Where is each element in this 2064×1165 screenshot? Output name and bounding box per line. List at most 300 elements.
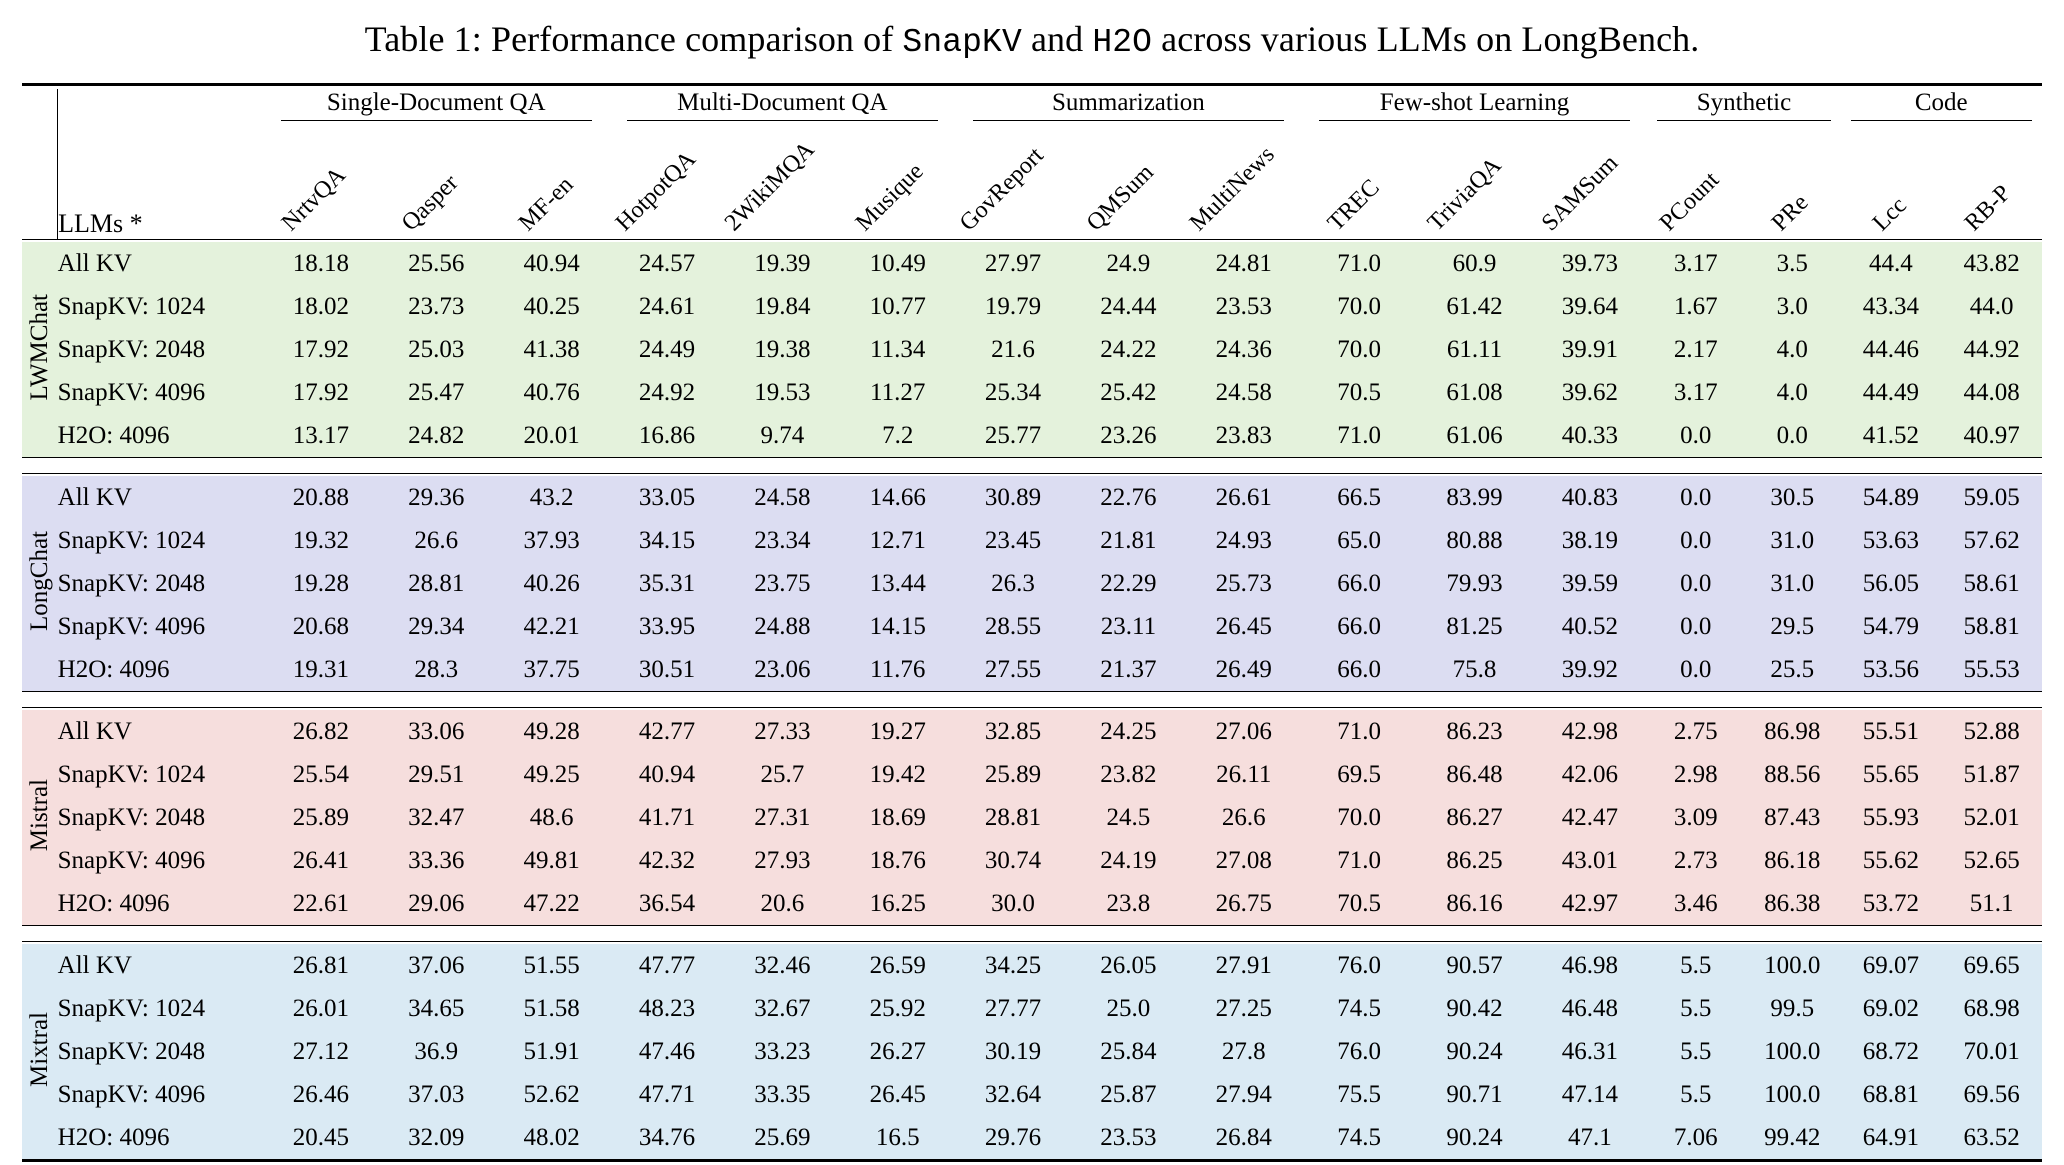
metric-value: 43.82 (1941, 242, 2042, 285)
metric-value: 66.0 (1301, 648, 1416, 692)
metric-value: 19.53 (725, 371, 840, 414)
metric-value: 16.25 (840, 882, 955, 926)
column-header: RB-P (1959, 180, 2016, 237)
metric-value: 25.69 (725, 1116, 840, 1161)
method-label: All KV (58, 476, 264, 519)
metric-value: 21.37 (1071, 648, 1186, 692)
metric-value: 26.46 (263, 1073, 378, 1116)
column-header: Qasper (397, 169, 464, 237)
table-row (22, 1030, 2042, 1073)
metric-value: 24.81 (1186, 242, 1301, 285)
metric-value: 70.01 (1941, 1030, 2042, 1073)
metric-value: 5.5 (1648, 987, 1744, 1030)
metric-value: 75.5 (1301, 1073, 1416, 1116)
metric-value: 55.65 (1841, 753, 1942, 796)
metric-value: 3.0 (1744, 285, 1840, 328)
metric-value: 25.03 (379, 328, 494, 371)
metric-value: 30.5 (1744, 476, 1840, 519)
table-row (22, 414, 2042, 458)
metric-value: 13.17 (263, 414, 378, 458)
metric-value: 53.63 (1841, 519, 1942, 562)
metric-value: 37.06 (379, 944, 494, 987)
caption-prefix: Table 1: Performance comparison of (364, 19, 903, 59)
metric-value: 26.61 (1186, 476, 1301, 519)
metric-value: 71.0 (1301, 839, 1416, 882)
metric-value: 66.0 (1301, 605, 1416, 648)
table-row (22, 371, 2042, 414)
table-row (22, 519, 2042, 562)
metric-value: 38.19 (1532, 519, 1647, 562)
metric-value: 54.89 (1841, 476, 1942, 519)
method-label: All KV (58, 710, 264, 753)
metric-value: 42.21 (494, 605, 609, 648)
metric-value: 86.16 (1417, 882, 1532, 926)
metric-value: 25.77 (955, 414, 1070, 458)
method-label: H2O: 4096 (58, 648, 264, 692)
metric-value: 52.88 (1941, 710, 2042, 753)
metric-value: 42.77 (609, 710, 724, 753)
metric-value: 56.05 (1841, 562, 1942, 605)
metric-value: 41.52 (1841, 414, 1942, 458)
metric-value: 25.54 (263, 753, 378, 796)
metric-value: 51.58 (494, 987, 609, 1030)
metric-value: 24.5 (1071, 796, 1186, 839)
metric-value: 34.25 (955, 944, 1070, 987)
metric-value: 40.52 (1532, 605, 1647, 648)
metric-value: 42.97 (1532, 882, 1647, 926)
metric-value: 64.91 (1841, 1116, 1942, 1161)
metric-value: 25.5 (1744, 648, 1840, 692)
metric-value: 25.0 (1071, 987, 1186, 1030)
metric-value: 24.61 (609, 285, 724, 328)
table-row (22, 710, 2042, 753)
metric-value: 27.08 (1186, 839, 1301, 882)
metric-value: 26.49 (1186, 648, 1301, 692)
metric-value: 100.0 (1744, 1073, 1840, 1116)
column-header: Musique (850, 158, 929, 237)
method-label: SnapKV: 4096 (58, 605, 264, 648)
table-caption (22, 18, 2042, 61)
metric-value: 32.64 (955, 1073, 1070, 1116)
metric-value: 55.51 (1841, 710, 1942, 753)
method-label: All KV (58, 944, 264, 987)
metric-value: 29.76 (955, 1116, 1070, 1161)
metric-value: 42.06 (1532, 753, 1647, 796)
metric-value: 19.39 (725, 242, 840, 285)
metric-value: 0.0 (1648, 648, 1744, 692)
metric-value: 86.98 (1744, 710, 1840, 753)
metric-value: 86.38 (1744, 882, 1840, 926)
metric-value: 28.81 (955, 796, 1070, 839)
metric-value: 53.72 (1841, 882, 1942, 926)
metric-value: 55.53 (1941, 648, 2042, 692)
metric-value: 75.8 (1417, 648, 1532, 692)
metric-value: 1.67 (1648, 285, 1744, 328)
metric-value: 49.25 (494, 753, 609, 796)
metric-value: 27.25 (1186, 987, 1301, 1030)
metric-value: 26.27 (840, 1030, 955, 1073)
metric-value: 29.06 (379, 882, 494, 926)
metric-value: 51.55 (494, 944, 609, 987)
metric-value: 24.25 (1071, 710, 1186, 753)
metric-value: 86.27 (1417, 796, 1532, 839)
metric-value: 40.94 (609, 753, 724, 796)
metric-value: 39.92 (1532, 648, 1647, 692)
column-header: MF-en (513, 171, 579, 237)
metric-value: 43.2 (494, 476, 609, 519)
metric-value: 33.35 (725, 1073, 840, 1116)
metric-value: 35.31 (609, 562, 724, 605)
metric-value: 26.75 (1186, 882, 1301, 926)
metric-value: 7.06 (1648, 1116, 1744, 1161)
metric-value: 40.76 (494, 371, 609, 414)
column-group-header: Single-Document QA (263, 89, 609, 121)
method-label: All KV (58, 242, 264, 285)
metric-value: 59.05 (1941, 476, 2042, 519)
metric-value: 0.0 (1744, 414, 1840, 458)
table-row (22, 648, 2042, 692)
column-header: TriviaQA (1423, 152, 1507, 237)
metric-value: 23.53 (1071, 1116, 1186, 1161)
metric-value: 23.34 (725, 519, 840, 562)
metric-value: 46.98 (1532, 944, 1647, 987)
column-group-header: Synthetic (1648, 89, 1841, 121)
metric-value: 24.49 (609, 328, 724, 371)
metric-value: 19.79 (955, 285, 1070, 328)
metric-value: 51.87 (1941, 753, 2042, 796)
metric-value: 23.26 (1071, 414, 1186, 458)
metric-value: 14.15 (840, 605, 955, 648)
metric-value: 68.72 (1841, 1030, 1942, 1073)
metric-value: 23.45 (955, 519, 1070, 562)
metric-value: 25.87 (1071, 1073, 1186, 1116)
column-header: PRe (1767, 189, 1814, 237)
metric-value: 66.5 (1301, 476, 1416, 519)
metric-value: 32.85 (955, 710, 1070, 753)
metric-value: 41.38 (494, 328, 609, 371)
metric-value: 24.19 (1071, 839, 1186, 882)
metric-value: 47.22 (494, 882, 609, 926)
metric-value: 71.0 (1301, 414, 1416, 458)
metric-value: 2.17 (1648, 328, 1744, 371)
metric-value: 52.62 (494, 1073, 609, 1116)
metric-value: 27.94 (1186, 1073, 1301, 1116)
metric-value: 26.3 (955, 562, 1070, 605)
metric-value: 76.0 (1301, 944, 1416, 987)
table-row (22, 605, 2042, 648)
metric-value: 18.18 (263, 242, 378, 285)
metric-value: 16.5 (840, 1116, 955, 1161)
metric-value: 48.23 (609, 987, 724, 1030)
table-row (22, 987, 2042, 1030)
metric-value: 33.06 (379, 710, 494, 753)
model-family-label: Mistral (22, 710, 58, 926)
results-table (22, 83, 2042, 1165)
metric-value: 26.6 (1186, 796, 1301, 839)
metric-value: 69.02 (1841, 987, 1942, 1030)
metric-value: 29.5 (1744, 605, 1840, 648)
metric-value: 54.79 (1841, 605, 1942, 648)
metric-value: 2.98 (1648, 753, 1744, 796)
metric-value: 30.0 (955, 882, 1070, 926)
metric-value: 69.56 (1941, 1073, 2042, 1116)
metric-value: 86.23 (1417, 710, 1532, 753)
metric-value: 61.08 (1417, 371, 1532, 414)
metric-value: 27.91 (1186, 944, 1301, 987)
table-row (22, 1073, 2042, 1116)
metric-value: 47.46 (609, 1030, 724, 1073)
metric-value: 7.2 (840, 414, 955, 458)
metric-value: 70.5 (1301, 371, 1416, 414)
metric-value: 26.01 (263, 987, 378, 1030)
metric-value: 51.91 (494, 1030, 609, 1073)
metric-value: 24.44 (1071, 285, 1186, 328)
metric-value: 90.57 (1417, 944, 1532, 987)
metric-value: 19.32 (263, 519, 378, 562)
metric-value: 34.76 (609, 1116, 724, 1161)
metric-value: 23.75 (725, 562, 840, 605)
method-label: SnapKV: 1024 (58, 285, 264, 328)
column-header: PCount (1654, 166, 1724, 237)
metric-value: 19.84 (725, 285, 840, 328)
metric-value: 52.01 (1941, 796, 2042, 839)
metric-value: 27.93 (725, 839, 840, 882)
table-row (22, 1116, 2042, 1161)
method-label: H2O: 4096 (58, 1116, 264, 1161)
metric-value: 24.82 (379, 414, 494, 458)
metric-value: 24.22 (1071, 328, 1186, 371)
metric-value: 23.83 (1186, 414, 1301, 458)
metric-value: 40.26 (494, 562, 609, 605)
metric-value: 23.82 (1071, 753, 1186, 796)
metric-value: 70.0 (1301, 328, 1416, 371)
metric-value: 32.09 (379, 1116, 494, 1161)
metric-value: 3.17 (1648, 371, 1744, 414)
metric-value: 11.34 (840, 328, 955, 371)
metric-value: 13.44 (840, 562, 955, 605)
metric-value: 33.36 (379, 839, 494, 882)
metric-value: 40.97 (1941, 414, 2042, 458)
metric-value: 3.5 (1744, 242, 1840, 285)
metric-value: 26.45 (1186, 605, 1301, 648)
metric-value: 18.02 (263, 285, 378, 328)
metric-value: 40.25 (494, 285, 609, 328)
metric-value: 24.58 (1186, 371, 1301, 414)
method-label: SnapKV: 2048 (58, 562, 264, 605)
column-header: Lcc (1867, 192, 1912, 237)
metric-value: 87.43 (1744, 796, 1840, 839)
column-header: SAMSum (1536, 149, 1624, 237)
column-header: MultiNews (1184, 141, 1280, 237)
llms-column-header: LLMs * (58, 89, 264, 240)
metric-value: 58.81 (1941, 605, 2042, 648)
metric-value: 20.45 (263, 1116, 378, 1161)
metric-value: 47.14 (1532, 1073, 1647, 1116)
metric-value: 26.81 (263, 944, 378, 987)
metric-value: 19.38 (725, 328, 840, 371)
metric-value: 0.0 (1648, 605, 1744, 648)
metric-value: 21.6 (955, 328, 1070, 371)
metric-value: 99.5 (1744, 987, 1840, 1030)
metric-value: 86.25 (1417, 839, 1532, 882)
metric-value: 47.77 (609, 944, 724, 987)
metric-value: 68.98 (1941, 987, 2042, 1030)
metric-value: 27.06 (1186, 710, 1301, 753)
metric-value: 28.3 (379, 648, 494, 692)
metric-value: 5.5 (1648, 1030, 1744, 1073)
metric-value: 80.88 (1417, 519, 1532, 562)
metric-value: 25.89 (263, 796, 378, 839)
metric-value: 40.33 (1532, 414, 1647, 458)
metric-value: 42.98 (1532, 710, 1647, 753)
metric-value: 90.71 (1417, 1073, 1532, 1116)
metric-value: 25.34 (955, 371, 1070, 414)
caption-middle: and (1021, 19, 1093, 59)
metric-value: 22.61 (263, 882, 378, 926)
metric-value: 4.0 (1744, 328, 1840, 371)
metric-value: 55.62 (1841, 839, 1942, 882)
metric-value: 47.1 (1532, 1116, 1647, 1161)
column-header: 2WikiMQA (719, 136, 820, 237)
metric-value: 49.81 (494, 839, 609, 882)
column-header: NrtvQA (276, 162, 351, 237)
method-label: SnapKV: 2048 (58, 1030, 264, 1073)
metric-value: 44.0 (1941, 285, 2042, 328)
column-group-header: Multi-Document QA (609, 89, 955, 121)
metric-value: 5.5 (1648, 944, 1744, 987)
metric-value: 11.76 (840, 648, 955, 692)
metric-value: 88.56 (1744, 753, 1840, 796)
metric-value: 44.46 (1841, 328, 1942, 371)
column-group-header: Few-shot Learning (1301, 89, 1647, 121)
metric-value: 23.06 (725, 648, 840, 692)
metric-value: 32.46 (725, 944, 840, 987)
model-family-label: LongChat (22, 476, 58, 692)
metric-value: 61.06 (1417, 414, 1532, 458)
metric-value: 57.62 (1941, 519, 2042, 562)
metric-value: 20.68 (263, 605, 378, 648)
metric-value: 20.88 (263, 476, 378, 519)
metric-value: 24.57 (609, 242, 724, 285)
metric-value: 25.7 (725, 753, 840, 796)
metric-value: 34.15 (609, 519, 724, 562)
metric-value: 27.77 (955, 987, 1070, 1030)
metric-value: 3.46 (1648, 882, 1744, 926)
metric-value: 28.55 (955, 605, 1070, 648)
metric-value: 0.0 (1648, 562, 1744, 605)
metric-value: 23.8 (1071, 882, 1186, 926)
metric-value: 90.24 (1417, 1030, 1532, 1073)
metric-value: 5.5 (1648, 1073, 1744, 1116)
table-row (22, 796, 2042, 839)
metric-value: 29.34 (379, 605, 494, 648)
metric-value: 60.9 (1417, 242, 1532, 285)
metric-value: 27.33 (725, 710, 840, 753)
metric-value: 39.59 (1532, 562, 1647, 605)
metric-value: 70.0 (1301, 796, 1416, 839)
metric-value: 86.18 (1744, 839, 1840, 882)
caption-method-snapkv: SnapKV (902, 24, 1022, 61)
metric-value: 19.42 (840, 753, 955, 796)
metric-value: 31.0 (1744, 562, 1840, 605)
method-label: SnapKV: 1024 (58, 987, 264, 1030)
metric-value: 83.99 (1417, 476, 1532, 519)
metric-value: 26.41 (263, 839, 378, 882)
table-row (22, 882, 2042, 926)
metric-value: 17.92 (263, 371, 378, 414)
metric-value: 20.01 (494, 414, 609, 458)
metric-value: 25.73 (1186, 562, 1301, 605)
metric-value: 12.71 (840, 519, 955, 562)
metric-value: 25.89 (955, 753, 1070, 796)
method-label: SnapKV: 4096 (58, 1073, 264, 1116)
column-header: HotpotQA (611, 146, 702, 237)
metric-value: 70.5 (1301, 882, 1416, 926)
metric-value: 27.8 (1186, 1030, 1301, 1073)
column-header: QMSum (1081, 159, 1159, 237)
metric-value: 24.88 (725, 605, 840, 648)
metric-value: 46.48 (1532, 987, 1647, 1030)
metric-value: 11.27 (840, 371, 955, 414)
metric-value: 30.19 (955, 1030, 1070, 1073)
metric-value: 43.34 (1841, 285, 1942, 328)
metric-value: 25.92 (840, 987, 955, 1030)
metric-value: 61.42 (1417, 285, 1532, 328)
table-row (22, 753, 2042, 796)
metric-value: 23.11 (1071, 605, 1186, 648)
metric-value: 44.92 (1941, 328, 2042, 371)
metric-value: 90.24 (1417, 1116, 1532, 1161)
metric-value: 44.49 (1841, 371, 1942, 414)
metric-value: 24.58 (725, 476, 840, 519)
metric-value: 25.42 (1071, 371, 1186, 414)
metric-value: 30.51 (609, 648, 724, 692)
metric-value: 18.69 (840, 796, 955, 839)
metric-value: 4.0 (1744, 371, 1840, 414)
metric-value: 27.97 (955, 242, 1070, 285)
metric-value: 30.74 (955, 839, 1070, 882)
metric-value: 66.0 (1301, 562, 1416, 605)
column-group-header: Summarization (955, 89, 1301, 121)
metric-value: 2.75 (1648, 710, 1744, 753)
metric-value: 48.6 (494, 796, 609, 839)
method-label: SnapKV: 4096 (58, 371, 264, 414)
metric-value: 37.03 (379, 1073, 494, 1116)
metric-value: 0.0 (1648, 519, 1744, 562)
metric-value: 26.59 (840, 944, 955, 987)
metric-value: 26.45 (840, 1073, 955, 1116)
metric-value: 0.0 (1648, 476, 1744, 519)
metric-value: 37.93 (494, 519, 609, 562)
metric-value: 33.23 (725, 1030, 840, 1073)
metric-value: 100.0 (1744, 944, 1840, 987)
metric-value: 9.74 (725, 414, 840, 458)
metric-value: 16.86 (609, 414, 724, 458)
metric-value: 26.05 (1071, 944, 1186, 987)
metric-value: 27.12 (263, 1030, 378, 1073)
metric-value: 22.29 (1071, 562, 1186, 605)
metric-value: 23.73 (379, 285, 494, 328)
table-row (22, 562, 2042, 605)
method-label: H2O: 4096 (58, 414, 264, 458)
metric-value: 52.65 (1941, 839, 2042, 882)
metric-value: 24.93 (1186, 519, 1301, 562)
metric-value: 25.47 (379, 371, 494, 414)
column-header: TREC (1323, 174, 1386, 237)
metric-value: 58.61 (1941, 562, 2042, 605)
column-header: GovReport (954, 142, 1049, 237)
method-label: SnapKV: 2048 (58, 796, 264, 839)
